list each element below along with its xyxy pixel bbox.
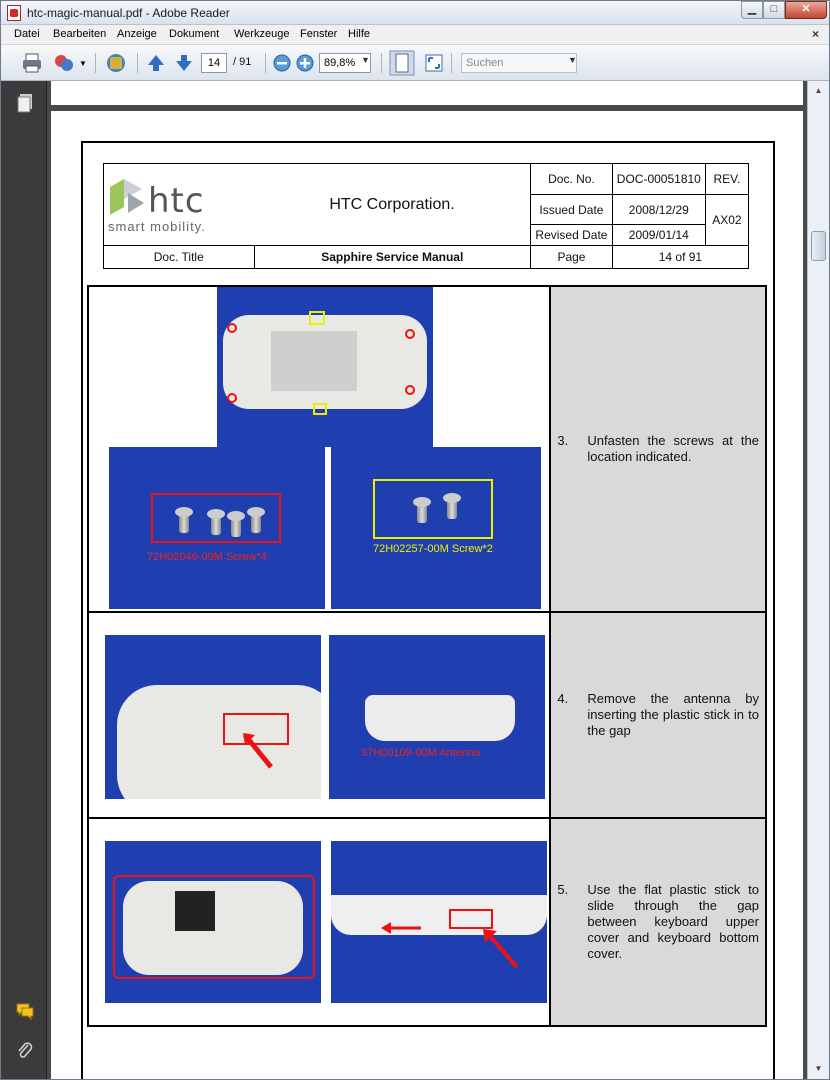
logo-tagline: smart mobility. <box>108 218 206 234</box>
step-text-cell <box>550 818 766 1026</box>
search-dropdown-icon[interactable]: ▼ <box>568 55 577 65</box>
scroll-thumb[interactable] <box>811 231 826 261</box>
menu-bar <box>1 25 829 45</box>
previous-page-bottom <box>51 81 803 105</box>
vertical-scrollbar[interactable] <box>807 81 829 1079</box>
phone-back-screws-photo <box>217 287 433 447</box>
red-arrow-icon <box>481 927 521 971</box>
toolbar <box>1 45 829 81</box>
doc-no-value: DOC-00051810 <box>612 164 705 195</box>
step-images-cell <box>88 612 550 818</box>
attachments-icon[interactable] <box>16 1041 34 1061</box>
company-cell <box>254 164 531 246</box>
scroll-down-icon[interactable]: ▼ <box>814 1064 823 1073</box>
pdf-page <box>51 111 803 1079</box>
page-value: 14 of 91 <box>612 246 748 269</box>
maximize-button[interactable]: □ <box>763 1 785 19</box>
menu-anzeige[interactable]: Anzeige <box>117 28 157 40</box>
issued-date-value: 2008/12/29 <box>612 195 705 225</box>
step-instruction: Remove the antenna by inserting the plastic stick in to the gap <box>587 691 759 738</box>
menu-bearbeiten[interactable]: Bearbeiten <box>53 28 107 40</box>
screw4-caption: 72H02046-09M Screw*4 <box>147 551 267 563</box>
minimize-button[interactable]: ▁ <box>741 1 763 19</box>
step-text-cell <box>550 612 766 818</box>
doc-title: Sapphire Service Manual <box>254 246 531 269</box>
document-header-table <box>103 163 749 269</box>
step-row <box>88 612 766 818</box>
document-view[interactable] <box>47 81 807 1079</box>
step-number: 3. <box>557 433 569 448</box>
step-images-cell <box>88 286 550 612</box>
fit-page-icon[interactable] <box>389 50 415 76</box>
close-document-icon[interactable]: × <box>811 27 819 41</box>
next-page-icon[interactable] <box>173 52 195 74</box>
screws-2-photo <box>331 447 541 609</box>
search-input[interactable]: Suchen <box>461 53 577 73</box>
step-4 <box>557 691 759 739</box>
red-arrow-icon <box>241 731 281 775</box>
close-window-button[interactable]: ✕ <box>785 1 827 19</box>
collaborate-icon[interactable] <box>53 52 75 74</box>
keyboard-side-photo <box>331 841 547 1003</box>
toolbar-separator <box>381 53 382 73</box>
keyboard-back-photo <box>105 841 321 1003</box>
screw2-caption: 72H02257-00M Screw*2 <box>373 543 493 555</box>
navigation-panel <box>1 81 47 1079</box>
menu-werkzeuge[interactable]: Werkzeuge <box>234 28 290 40</box>
doc-no-label: Doc. No. <box>531 164 613 195</box>
review-icon[interactable] <box>105 52 127 74</box>
step-number: 5. <box>557 882 569 897</box>
step-row <box>88 818 766 1026</box>
step-5 <box>557 882 759 962</box>
rev-value: AX02 <box>705 195 748 246</box>
toolbar-separator <box>137 53 138 73</box>
step-number: 4. <box>557 691 569 706</box>
toolbar-separator <box>265 53 266 73</box>
step-row <box>88 286 766 612</box>
step-3 <box>557 433 759 465</box>
revised-date-label: Revised Date <box>531 225 613 246</box>
logo-cell <box>104 164 255 246</box>
htc-logo <box>104 165 254 245</box>
collaborate-dropdown-icon[interactable]: ▼ <box>79 59 87 68</box>
step-instruction: Use the flat plastic stick to slide through the gap between keyboard upper cover and keyboard bottom cover. <box>587 882 759 961</box>
zoom-out-icon[interactable] <box>271 52 293 74</box>
print-icon[interactable] <box>21 52 43 74</box>
left-arrow-icon <box>381 921 421 935</box>
page-number-input[interactable]: 14 <box>201 53 227 73</box>
step-text-cell <box>550 286 766 612</box>
menu-datei[interactable]: Datei <box>14 28 40 40</box>
revised-date-value: 2009/01/14 <box>612 225 705 246</box>
title-bar <box>1 1 829 25</box>
menu-hilfe[interactable]: Hilfe <box>348 28 371 40</box>
step-images-cell <box>88 818 550 1026</box>
doc-title-label: Doc. Title <box>104 246 255 269</box>
issued-date-label: Issued Date <box>531 195 613 225</box>
zoom-level-input[interactable]: 89,8% <box>319 53 371 73</box>
menu-fenster[interactable]: Fenster <box>300 28 338 40</box>
page-total: / 91 <box>233 56 252 68</box>
company-name: HTC Corporation. <box>329 195 455 213</box>
page-label: Page <box>531 246 613 269</box>
rev-label: REV. <box>705 164 748 195</box>
pdf-file-icon <box>7 5 21 21</box>
zoom-in-icon[interactable] <box>294 52 316 74</box>
steps-table <box>87 285 767 1027</box>
scroll-up-icon[interactable]: ▲ <box>814 86 823 95</box>
antenna-part-photo <box>329 635 545 799</box>
pages-panel-icon[interactable] <box>16 93 34 113</box>
comments-icon[interactable] <box>16 1001 34 1021</box>
toolbar-separator <box>95 53 96 73</box>
zoom-dropdown-icon[interactable]: ▼ <box>361 55 370 65</box>
full-screen-icon[interactable] <box>423 52 445 74</box>
antenna-gap-photo <box>105 635 321 799</box>
logo-brand-text: htc <box>148 180 205 221</box>
antenna-caption: 37H00109-00M Antenna <box>361 747 481 759</box>
window-title: htc-magic-manual.pdf - Adobe Reader <box>27 6 230 20</box>
step-instruction: Unfasten the screws at the location indicated. <box>587 433 759 464</box>
menu-dokument[interactable]: Dokument <box>169 28 220 40</box>
toolbar-separator <box>451 53 452 73</box>
previous-page-icon[interactable] <box>145 52 167 74</box>
screws-4-photo <box>109 447 325 609</box>
